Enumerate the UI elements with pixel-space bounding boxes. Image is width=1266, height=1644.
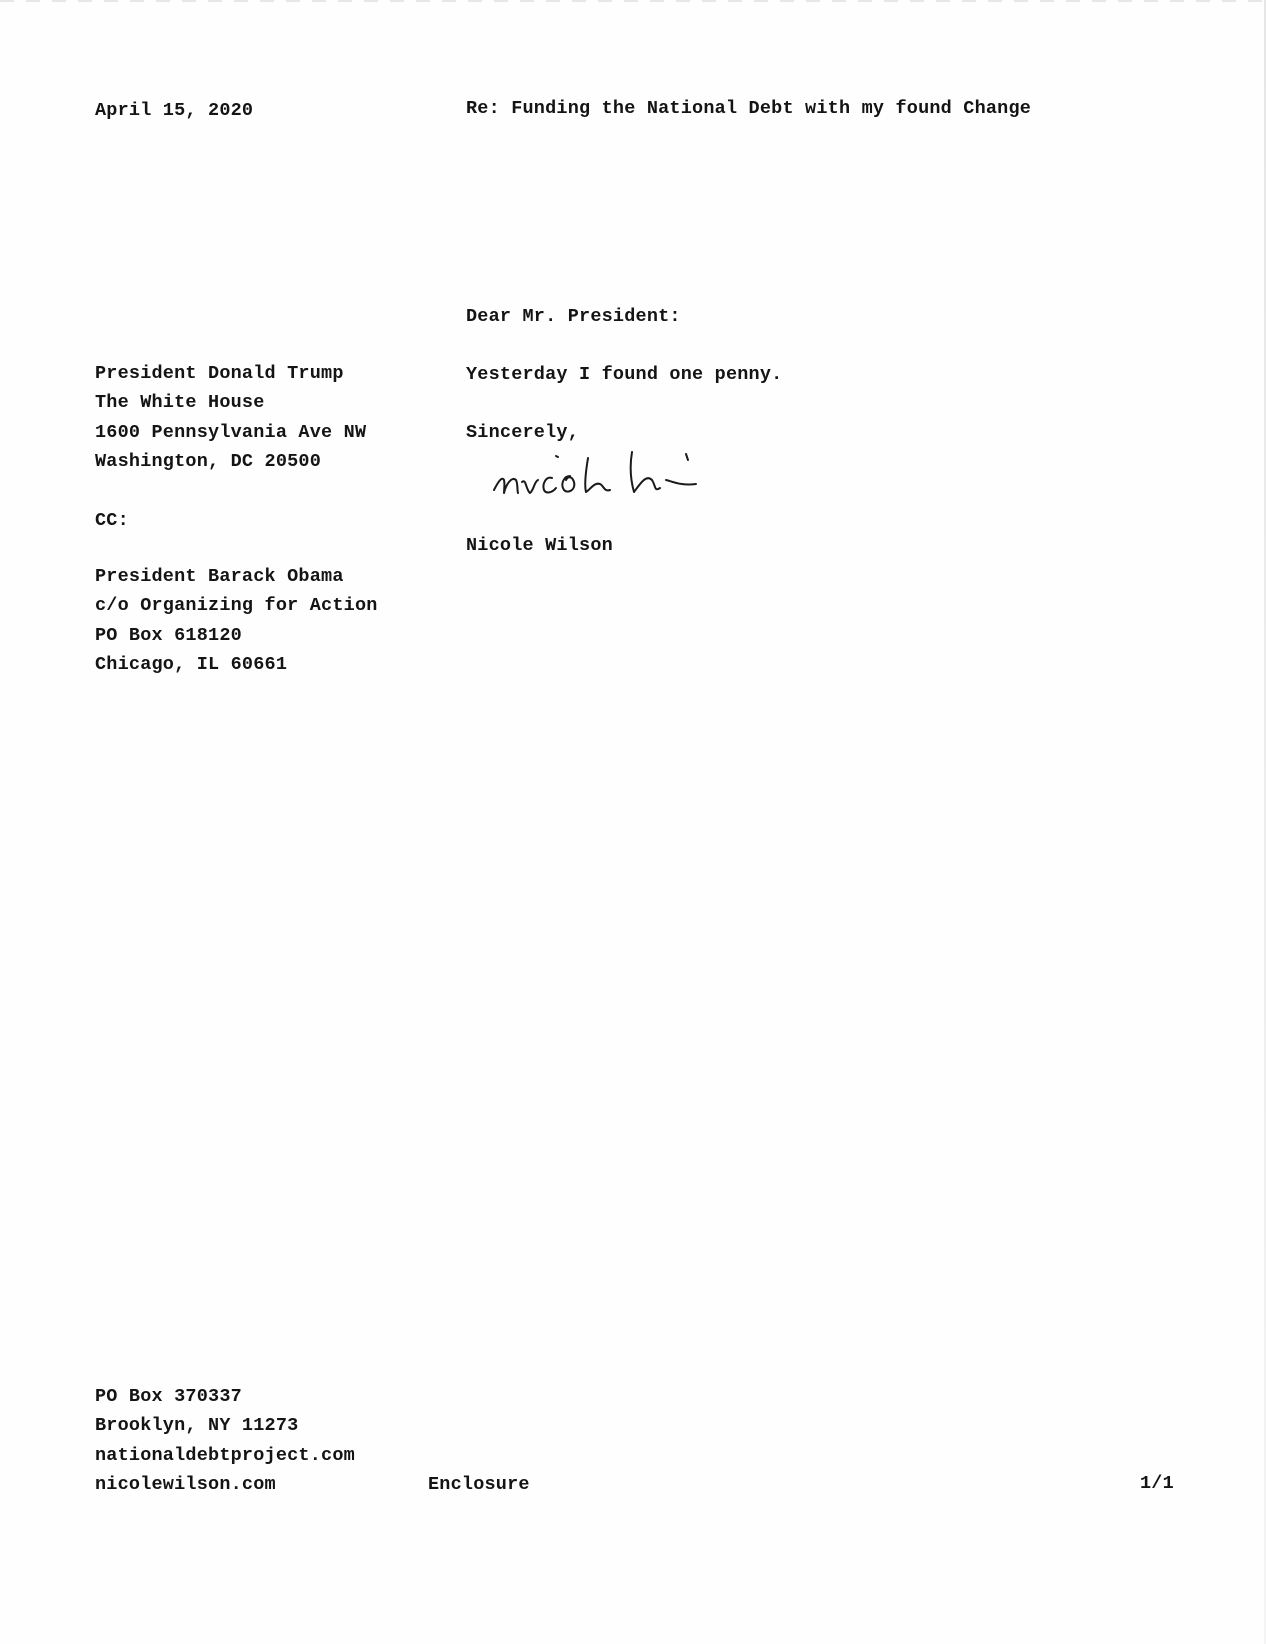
cc-address — [95, 562, 378, 679]
recipient-address — [95, 359, 366, 476]
scan-edge-top — [0, 0, 1266, 2]
cc-line: Chicago, IL 60661 — [95, 653, 288, 675]
cc-line: c/o Organizing for Action — [95, 595, 378, 617]
sender-line: PO Box 370337 — [95, 1386, 242, 1407]
cc-line: PO Box 618120 — [95, 624, 242, 646]
sender-address — [95, 1382, 355, 1499]
recipient-line: Washington, DC 20500 — [95, 450, 322, 472]
signer-name: Nicole Wilson — [466, 535, 613, 556]
salutation: Dear Mr. President: — [466, 306, 681, 327]
closing: Sincerely, — [466, 422, 580, 443]
letter-date: April 15, 2020 — [95, 100, 254, 121]
handwritten-signature — [490, 438, 740, 508]
recipient-line: The White House — [95, 392, 265, 414]
sender-line: Brooklyn, NY 11273 — [95, 1415, 299, 1437]
cc-line: President Barack Obama — [95, 566, 344, 587]
letter-subject: Re: Funding the National Debt with my found Change — [466, 98, 1032, 119]
cc-label: CC: — [95, 510, 129, 531]
page-number: 1/1 — [1140, 1473, 1174, 1494]
recipient-line: President Donald Trump — [95, 363, 344, 384]
recipient-line: 1600 Pennsylvania Ave NW — [95, 421, 367, 443]
sender-website: nicolewilson.com — [95, 1473, 276, 1495]
enclosure-note: Enclosure — [428, 1474, 530, 1495]
letter-body: Yesterday I found one penny. — [466, 364, 783, 385]
sender-website: nationaldebtproject.com — [95, 1444, 355, 1466]
